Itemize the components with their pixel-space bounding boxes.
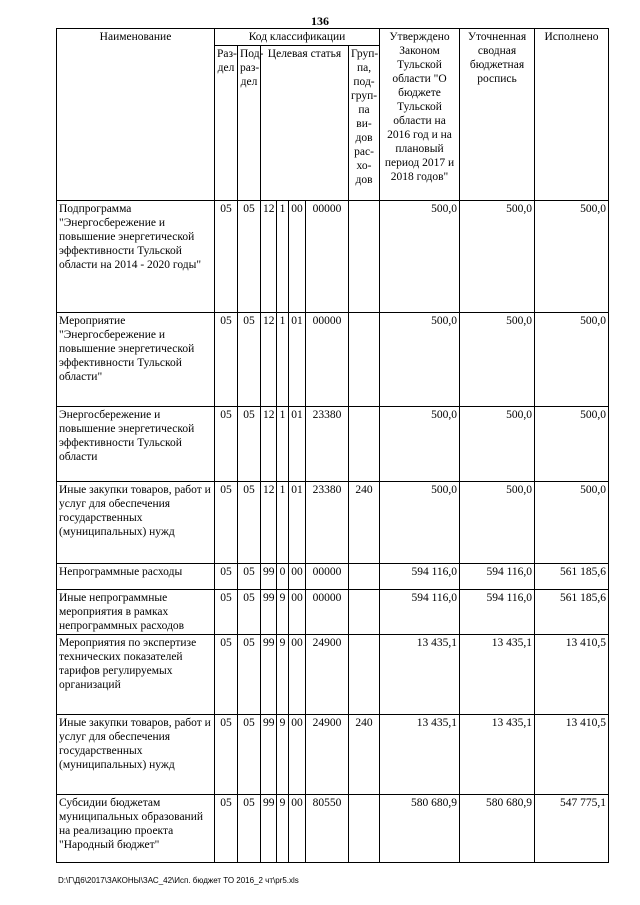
row-expense-group xyxy=(349,795,380,863)
budget-table xyxy=(56,28,609,863)
row-expense-group xyxy=(349,201,380,313)
row-razdel: 05 xyxy=(215,590,238,635)
row-target-direction: 00000 xyxy=(306,564,349,590)
row-refined: 500,0 xyxy=(460,407,535,482)
row-refined: 13 435,1 xyxy=(460,635,535,715)
row-target-program: 99 xyxy=(261,590,277,635)
row-razdel: 05 xyxy=(215,715,238,795)
table-row xyxy=(57,590,609,635)
row-refined: 13 435,1 xyxy=(460,715,535,795)
row-target-main-event: 01 xyxy=(289,407,306,482)
row-name: Подпрограмма "Энергосбережение и повышение энергетической эффективности Тульской области на 2014 - 2020 годы" xyxy=(57,201,215,313)
row-razdel: 05 xyxy=(215,795,238,863)
row-expense-group xyxy=(349,407,380,482)
row-target-main-event: 00 xyxy=(289,715,306,795)
row-target-main-event: 00 xyxy=(289,564,306,590)
row-target-direction: 00000 xyxy=(306,201,349,313)
header-classification: Код классификации xyxy=(215,29,380,46)
row-podrazdel: 05 xyxy=(238,715,261,795)
row-executed: 13 410,5 xyxy=(535,715,609,795)
row-target-direction: 24900 xyxy=(306,715,349,795)
row-target-main-event: 00 xyxy=(289,635,306,715)
row-name: Непрограммные расходы xyxy=(57,564,215,590)
row-approved: 500,0 xyxy=(380,482,460,564)
row-executed: 561 185,6 xyxy=(535,564,609,590)
row-podrazdel: 05 xyxy=(238,482,261,564)
row-target-subprogram: 9 xyxy=(277,715,289,795)
header-razdel: Раз-дел xyxy=(215,46,238,201)
table-row xyxy=(57,635,609,715)
row-approved: 500,0 xyxy=(380,313,460,407)
row-target-direction: 80550 xyxy=(306,795,349,863)
row-executed: 561 185,6 xyxy=(535,590,609,635)
table-body xyxy=(57,201,609,863)
row-refined: 500,0 xyxy=(460,201,535,313)
row-target-program: 12 xyxy=(261,407,277,482)
row-target-program: 12 xyxy=(261,313,277,407)
row-podrazdel: 05 xyxy=(238,564,261,590)
file-path-footer: D:\Г\Д6\2017\ЗАКОНЫ\ЗАС_42\Исп. бюджет ТО 2016_2 чт\pr5.xls xyxy=(58,876,299,885)
row-razdel: 05 xyxy=(215,564,238,590)
row-target-direction: 00000 xyxy=(306,590,349,635)
row-podrazdel: 05 xyxy=(238,201,261,313)
row-refined: 594 116,0 xyxy=(460,564,535,590)
row-target-subprogram: 0 xyxy=(277,564,289,590)
row-target-subprogram: 9 xyxy=(277,795,289,863)
row-approved: 13 435,1 xyxy=(380,715,460,795)
row-podrazdel: 05 xyxy=(238,635,261,715)
table-row xyxy=(57,482,609,564)
row-razdel: 05 xyxy=(215,313,238,407)
row-target-program: 99 xyxy=(261,635,277,715)
header-target: Целевая статья xyxy=(261,46,349,201)
table-row xyxy=(57,407,609,482)
row-target-program: 12 xyxy=(261,201,277,313)
row-refined: 580 680,9 xyxy=(460,795,535,863)
row-expense-group: 240 xyxy=(349,482,380,564)
row-target-direction: 24900 xyxy=(306,635,349,715)
row-target-direction: 00000 xyxy=(306,313,349,407)
page-number: 136 xyxy=(311,14,329,28)
row-approved: 500,0 xyxy=(380,407,460,482)
row-name: Мероприятие "Энергосбережение и повышение энергетической эффективности Тульской области" xyxy=(57,313,215,407)
row-executed: 500,0 xyxy=(535,201,609,313)
table-row xyxy=(57,564,609,590)
row-name: Иные непрограммные мероприятия в рамках непрограммных расходов xyxy=(57,590,215,635)
row-target-main-event: 00 xyxy=(289,201,306,313)
row-target-subprogram: 1 xyxy=(277,201,289,313)
header-name: Наименование xyxy=(57,29,215,201)
table-row xyxy=(57,795,609,863)
row-razdel: 05 xyxy=(215,482,238,564)
row-target-subprogram: 1 xyxy=(277,407,289,482)
row-executed: 13 410,5 xyxy=(535,635,609,715)
row-target-main-event: 01 xyxy=(289,313,306,407)
row-podrazdel: 05 xyxy=(238,795,261,863)
row-target-subprogram: 1 xyxy=(277,313,289,407)
row-executed: 547 775,1 xyxy=(535,795,609,863)
row-executed: 500,0 xyxy=(535,482,609,564)
row-executed: 500,0 xyxy=(535,407,609,482)
header-group: Груп-па, под-груп-па ви-дов рас-хо-дов xyxy=(349,46,380,201)
row-refined: 500,0 xyxy=(460,482,535,564)
row-refined: 594 116,0 xyxy=(460,590,535,635)
row-expense-group xyxy=(349,313,380,407)
row-name: Иные закупки товаров, работ и услуг для обеспечения государственных (муниципальных) нужд xyxy=(57,482,215,564)
row-target-main-event: 00 xyxy=(289,795,306,863)
row-name: Иные закупки товаров, работ и услуг для обеспечения государственных (муниципальных) нужд xyxy=(57,715,215,795)
row-approved: 580 680,9 xyxy=(380,795,460,863)
row-name: Субсидии бюджетам муниципальных образований на реализацию проекта "Народный бюджет" xyxy=(57,795,215,863)
table-header xyxy=(57,29,609,201)
row-expense-group: 240 xyxy=(349,715,380,795)
row-approved: 500,0 xyxy=(380,201,460,313)
row-target-subprogram: 1 xyxy=(277,482,289,564)
row-podrazdel: 05 xyxy=(238,590,261,635)
header-podrazdel: Под-раз-дел xyxy=(238,46,261,201)
table-row xyxy=(57,201,609,313)
row-razdel: 05 xyxy=(215,635,238,715)
row-approved: 594 116,0 xyxy=(380,564,460,590)
row-expense-group xyxy=(349,635,380,715)
row-razdel: 05 xyxy=(215,407,238,482)
row-expense-group xyxy=(349,564,380,590)
table-row xyxy=(57,715,609,795)
row-target-program: 99 xyxy=(261,564,277,590)
row-name: Мероприятия по экспертизе технических показателей тарифов регулируемых организаций xyxy=(57,635,215,715)
row-executed: 500,0 xyxy=(535,313,609,407)
header-approved: Утверждено Законом Тульской области "О бюджете Тульской области на 2016 год и на плановый период 2017 и 2018 годов" xyxy=(380,29,460,201)
row-target-direction: 23380 xyxy=(306,407,349,482)
row-approved: 594 116,0 xyxy=(380,590,460,635)
row-target-main-event: 00 xyxy=(289,590,306,635)
row-target-subprogram: 9 xyxy=(277,635,289,715)
row-target-program: 99 xyxy=(261,795,277,863)
row-approved: 13 435,1 xyxy=(380,635,460,715)
row-target-subprogram: 9 xyxy=(277,590,289,635)
header-refined: Уточненная сводная бюджетная роспись xyxy=(460,29,535,201)
table-row xyxy=(57,313,609,407)
row-podrazdel: 05 xyxy=(238,313,261,407)
row-target-program: 99 xyxy=(261,715,277,795)
row-expense-group xyxy=(349,590,380,635)
row-podrazdel: 05 xyxy=(238,407,261,482)
row-target-program: 12 xyxy=(261,482,277,564)
row-target-main-event: 01 xyxy=(289,482,306,564)
row-target-direction: 23380 xyxy=(306,482,349,564)
row-razdel: 05 xyxy=(215,201,238,313)
row-name: Энергосбережение и повышение энергетической эффективности Тульской области xyxy=(57,407,215,482)
header-executed: Исполнено xyxy=(535,29,609,201)
row-refined: 500,0 xyxy=(460,313,535,407)
